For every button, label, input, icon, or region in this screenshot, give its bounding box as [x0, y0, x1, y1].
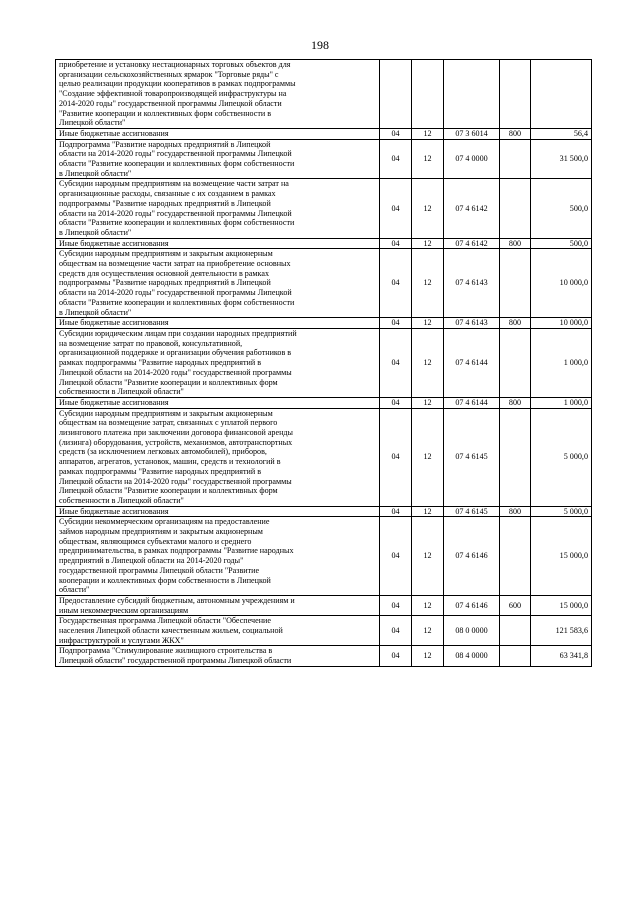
amount-cell: 15 000,0: [531, 595, 592, 615]
expense-type-code-cell: [500, 646, 531, 666]
target-item-code-cell: 07 4 0000: [444, 139, 500, 179]
section-code-cell: 04: [380, 506, 412, 517]
amount-cell: 500,0: [531, 238, 592, 249]
expense-type-code-cell: [500, 60, 531, 129]
amount-cell: 56,4: [531, 128, 592, 139]
section-code-cell: 04: [380, 128, 412, 139]
target-item-code-cell: 07 4 6142: [444, 179, 500, 238]
target-item-code-cell: 07 4 6142: [444, 238, 500, 249]
target-item-code-cell: 07 3 6014: [444, 128, 500, 139]
amount-cell: 5 000,0: [531, 506, 592, 517]
expense-type-code-cell: [500, 517, 531, 596]
row-name-cell: Субсидии народным предприятиям и закрытым акционерным обществам на возмещение затрат, связанных с уплатой первого лизингового платежа при заключении договора финансовой аренды (лизинга) оборудования, устройств, механизмов, автотранспортных средств (за исключением легковых автомобилей), приборов, аппаратов, агрегатов, установок, машин, средств и технологий в рамках подпрограммы "Развитие народных предприятий в Липецкой области на 2014-2020 годы" государственной программы Липецкой области "Развитие кооперации и коллективных форм собственности в Липецкой области": [56, 408, 380, 506]
table-row: [56, 408, 592, 506]
section-code-cell: 04: [380, 646, 412, 666]
subsection-code-cell: 12: [412, 249, 444, 318]
table-row: [56, 60, 592, 129]
table-row: [56, 318, 592, 329]
table-row: [56, 595, 592, 615]
expense-type-code-cell: [500, 179, 531, 238]
page-number: 198: [311, 38, 329, 52]
row-name-cell: Иные бюджетные ассигнования: [56, 318, 380, 329]
target-item-code-cell: 08 0 0000: [444, 616, 500, 646]
expense-type-code-cell: 800: [500, 128, 531, 139]
target-item-code-cell: 07 4 6143: [444, 318, 500, 329]
amount-cell: 10 000,0: [531, 249, 592, 318]
section-code-cell: 04: [380, 179, 412, 238]
budget-table: [55, 59, 592, 667]
target-item-code-cell: 07 4 6144: [444, 328, 500, 397]
target-item-code-cell: 07 4 6143: [444, 249, 500, 318]
subsection-code-cell: 12: [412, 616, 444, 646]
row-name-cell: Государственная программа Липецкой области "Обеспечение населения Липецкой области качественным жильем, социальной инфраструктурой и услугами ЖКХ": [56, 616, 380, 646]
row-name-cell: Субсидии юридическим лицам при создании народных предприятий на возмещение затрат по правовой, консультативной, организационной поддержке и организации обучения работников в рамках подпрограммы "Развитие народных предприятий в Липецкой области на 2014-2020 годы" государственной программы Липецкой области "Развитие кооперации и коллективных форм собственности в Липецкой области": [56, 328, 380, 397]
subsection-code-cell: 12: [412, 408, 444, 506]
subsection-code-cell: 12: [412, 506, 444, 517]
expense-type-code-cell: [500, 139, 531, 179]
target-item-code-cell: 07 4 6144: [444, 397, 500, 408]
subsection-code-cell: 12: [412, 517, 444, 596]
row-name-cell: Иные бюджетные ассигнования: [56, 506, 380, 517]
section-code-cell: 04: [380, 397, 412, 408]
table-row: [56, 646, 592, 666]
amount-cell: 15 000,0: [531, 517, 592, 596]
amount-cell: 31 500,0: [531, 139, 592, 179]
expense-type-code-cell: 800: [500, 397, 531, 408]
amount-cell: 10 000,0: [531, 318, 592, 329]
section-code-cell: [380, 60, 412, 129]
row-name-cell: Подпрограмма "Стимулирование жилищного строительства в Липецкой области" государственной программы Липецкой области: [56, 646, 380, 666]
amount-cell: 500,0: [531, 179, 592, 238]
row-name-cell: Субсидии некоммерческим организациям на предоставление займов народным предприятиям и закрытым акционерным обществам, являющимся субъектами малого и среднего предпринимательства, в рамках подпрограммы "Развитие народных предприятий в Липецкой области на 2014-2020 годы" государственной программы Липецкой области "Развитие кооперации и коллективных форм собственности в Липецкой области": [56, 517, 380, 596]
subsection-code-cell: 12: [412, 179, 444, 238]
amount-cell: 1 000,0: [531, 328, 592, 397]
expense-type-code-cell: [500, 408, 531, 506]
budget-table-body: [56, 60, 592, 667]
row-name-cell: приобретение и установку нестационарных торговых объектов для организации сельскохозяйственных ярмарок "Торговые ряды" с целью реализации продукции кооперативов в рамках подпрограммы "Создание эффективной товаропроизводящей инфраструктуры на 2014-2020 годы" государственной программы Липецкой области "Развитие кооперации и коллективных форм собственности в Липецкой области": [56, 60, 380, 129]
row-name-cell: Субсидии народным предприятиям и закрытым акционерным обществам на возмещение части затрат на приобретение основных средств для осуществления основной деятельности в рамках подпрограммы "Развитие народных предприятий в Липецкой области на 2014-2020 годы" государственной программы Липецкой области "Развитие кооперации и коллективных форм собственности в Липецкой области": [56, 249, 380, 318]
subsection-code-cell: 12: [412, 646, 444, 666]
amount-cell: 121 583,6: [531, 616, 592, 646]
subsection-code-cell: 12: [412, 595, 444, 615]
table-row: [56, 179, 592, 238]
subsection-code-cell: 12: [412, 397, 444, 408]
target-item-code-cell: 07 4 6145: [444, 506, 500, 517]
row-name-cell: Иные бюджетные ассигнования: [56, 238, 380, 249]
row-name-cell: Иные бюджетные ассигнования: [56, 128, 380, 139]
section-code-cell: 04: [380, 249, 412, 318]
amount-cell: 63 341,8: [531, 646, 592, 666]
row-name-cell: Подпрограмма "Развитие народных предприятий в Липецкой области на 2014-2020 годы" государственной программы Липецкой области "Развитие кооперации и коллективных форм собственности в Липецкой области": [56, 139, 380, 179]
section-code-cell: 04: [380, 238, 412, 249]
row-name-cell: Субсидии народным предприятиям на возмещение части затрат на организационные расходы, связанные с их созданием в рамках подпрограммы "Развитие народных предприятий в Липецкой области на 2014-2020 годы" государственной программы Липецкой области "Развитие кооперации и коллективных форм собственности в Липецкой области": [56, 179, 380, 238]
amount-cell: 5 000,0: [531, 408, 592, 506]
section-code-cell: 04: [380, 517, 412, 596]
section-code-cell: 04: [380, 408, 412, 506]
section-code-cell: 04: [380, 328, 412, 397]
section-code-cell: 04: [380, 318, 412, 329]
table-row: [56, 397, 592, 408]
expense-type-code-cell: 800: [500, 506, 531, 517]
table-row: [56, 249, 592, 318]
expense-type-code-cell: 800: [500, 318, 531, 329]
expense-type-code-cell: 800: [500, 238, 531, 249]
table-row: [56, 139, 592, 179]
target-item-code-cell: 07 4 6146: [444, 595, 500, 615]
table-row: [56, 616, 592, 646]
subsection-code-cell: 12: [412, 328, 444, 397]
expense-type-code-cell: 600: [500, 595, 531, 615]
subsection-code-cell: 12: [412, 128, 444, 139]
target-item-code-cell: 07 4 6145: [444, 408, 500, 506]
target-item-code-cell: [444, 60, 500, 129]
expense-type-code-cell: [500, 249, 531, 318]
subsection-code-cell: [412, 60, 444, 129]
section-code-cell: 04: [380, 616, 412, 646]
amount-cell: [531, 60, 592, 129]
subsection-code-cell: 12: [412, 139, 444, 179]
table-row: [56, 128, 592, 139]
table-row: [56, 328, 592, 397]
row-name-cell: Предоставление субсидий бюджетным, автономным учреждениям и иным некоммерческим организациям: [56, 595, 380, 615]
row-name-cell: Иные бюджетные ассигнования: [56, 397, 380, 408]
table-row: [56, 238, 592, 249]
table-row: [56, 506, 592, 517]
amount-cell: 1 000,0: [531, 397, 592, 408]
target-item-code-cell: 08 4 0000: [444, 646, 500, 666]
expense-type-code-cell: [500, 328, 531, 397]
subsection-code-cell: 12: [412, 238, 444, 249]
subsection-code-cell: 12: [412, 318, 444, 329]
section-code-cell: 04: [380, 595, 412, 615]
expense-type-code-cell: [500, 616, 531, 646]
table-row: [56, 517, 592, 596]
section-code-cell: 04: [380, 139, 412, 179]
target-item-code-cell: 07 4 6146: [444, 517, 500, 596]
